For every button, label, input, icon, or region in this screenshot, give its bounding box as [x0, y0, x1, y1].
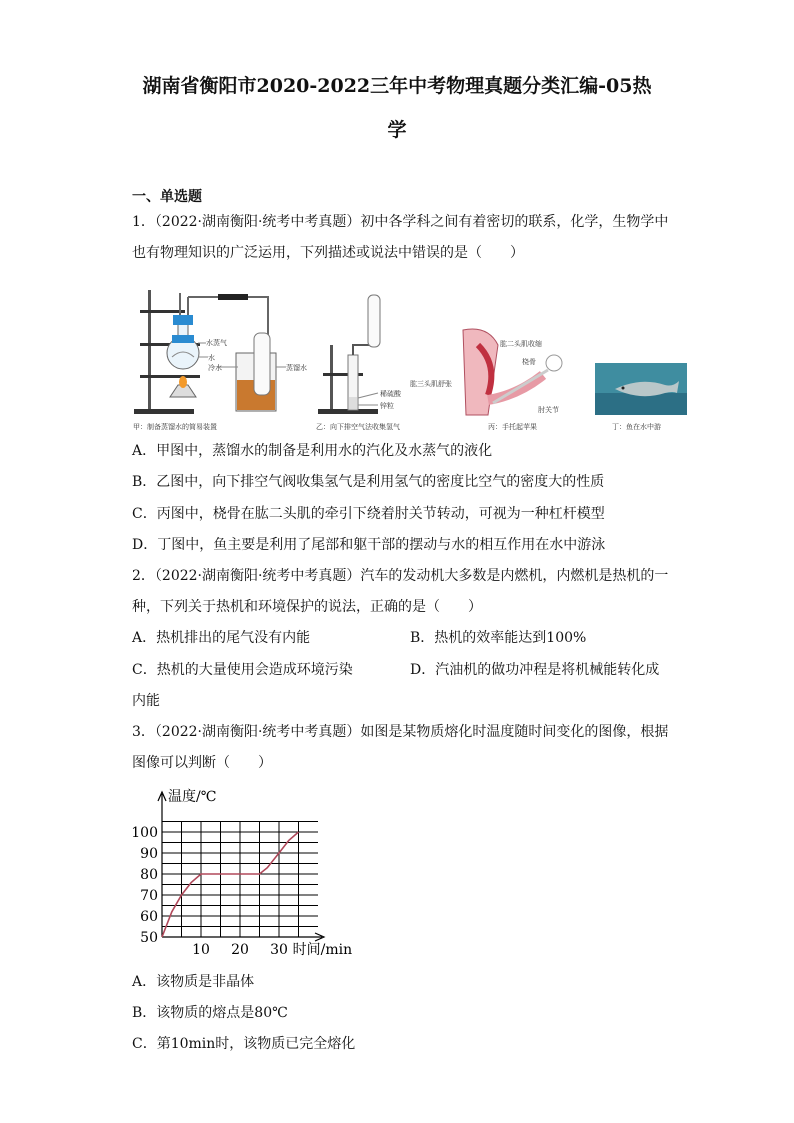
y-tick-label: 50	[140, 930, 158, 946]
q3-stem-line-2: 图像可以判断（ ）	[132, 755, 272, 771]
section-heading: 一、单选题	[132, 189, 202, 205]
y-tick-label: 80	[140, 867, 158, 883]
label-triceps: 肱三头肌舒张	[410, 380, 452, 388]
q1-option-c: C．丙图中，桡骨在肱二头肌的牵引下绕着肘关节转动，可视为一种杠杆模型	[132, 506, 605, 522]
q1-option-a: A．甲图中，蒸馏水的制备是利用水的汽化及水蒸气的液化	[132, 443, 493, 459]
caption-ding: 丁：鱼在水中游	[612, 423, 661, 431]
y-tick-label: 60	[140, 909, 158, 925]
q3-option-c: C．第10min时，该物质已完全熔化	[132, 1036, 356, 1052]
label-radius: 桡骨	[522, 358, 536, 366]
x-tick-label: 20	[231, 942, 249, 958]
x-tick-label: 30	[270, 942, 288, 958]
caption-bing: 丙：手托起苹果	[488, 423, 537, 431]
label-cold-water: 冷水	[208, 364, 222, 372]
label-steam: 水蒸气	[206, 339, 227, 347]
fish-image	[595, 363, 687, 415]
title-line-1: 湖南省衡阳市2020-2022三年中考物理真题分类汇编-05热	[142, 75, 652, 97]
q1-figure	[128, 285, 698, 435]
q1-option-d: D．丁图中，鱼主要是利用了尾部和躯干部的摆动与水的相互作用在水中游泳	[132, 537, 606, 553]
caption-jia: 甲：制备蒸馏水的简易装置	[133, 423, 217, 431]
label-elbow: 肘关节	[538, 406, 559, 414]
y-tick-label: 90	[140, 846, 158, 862]
hydrogen-collection-image	[318, 285, 428, 420]
label-water: 水	[208, 354, 215, 362]
label-biceps: 肱二头肌收缩	[500, 340, 542, 348]
label-zinc: 锌粒	[380, 402, 394, 410]
x-axis-label: 时间/min	[292, 942, 353, 958]
y-axis-label: 温度/℃	[168, 789, 217, 805]
q1-stem-line-1: 1．（2022·湖南衡阳·统考中考真题）初中各学科之间有着密切的联系，化学，生物学中	[132, 214, 669, 230]
q3-stem-line-1: 3．（2022·湖南衡阳·统考中考真题）如图是某物质熔化时温度随时间变化的图像，根据	[132, 724, 669, 740]
q2-option-a: A．热机排出的尾气没有内能	[132, 630, 311, 646]
y-tick-label: 70	[140, 888, 158, 904]
q1-stem-line-2: 也有物理知识的广泛运用，下列描述或说法中错误的是（ ）	[132, 245, 524, 261]
q2-stem-line-2: 种，下列关于热机和环境保护的说法，正确的是（ ）	[132, 599, 482, 615]
y-tick-label: 100	[131, 825, 158, 841]
q3-option-b: B．该物质的熔点是80℃	[132, 1005, 288, 1021]
label-distilled-water: 蒸馏水	[286, 364, 307, 372]
q2-option-d: D．汽油机的做功冲程是将机械能转化成	[410, 662, 660, 678]
q2-option-d-continued: 内能	[132, 693, 160, 709]
q1-option-b: B．乙图中，向下排空气阀收集氢气是利用氢气的密度比空气的密度大的性质	[132, 474, 605, 490]
label-sulfuric-acid: 稀硫酸	[380, 390, 401, 398]
q2-option-c: C．热机的大量使用会造成环境污染	[132, 662, 353, 678]
caption-yi: 乙：向下排空气法收集氢气	[316, 423, 400, 431]
q2-stem-line-1: 2．（2022·湖南衡阳·统考中考真题）汽车的发动机大多数是内燃机，内燃机是热机的一	[132, 568, 669, 584]
q3-option-a: A．该物质是非晶体	[132, 974, 255, 990]
document-title	[100, 64, 694, 152]
distillation-apparatus-image	[128, 285, 338, 420]
title-line-2: 学	[387, 119, 407, 141]
temperature-time-chart	[128, 782, 378, 967]
x-tick-label: 10	[192, 942, 210, 958]
q2-option-b: B．热机的效率能达到100%	[410, 630, 587, 646]
